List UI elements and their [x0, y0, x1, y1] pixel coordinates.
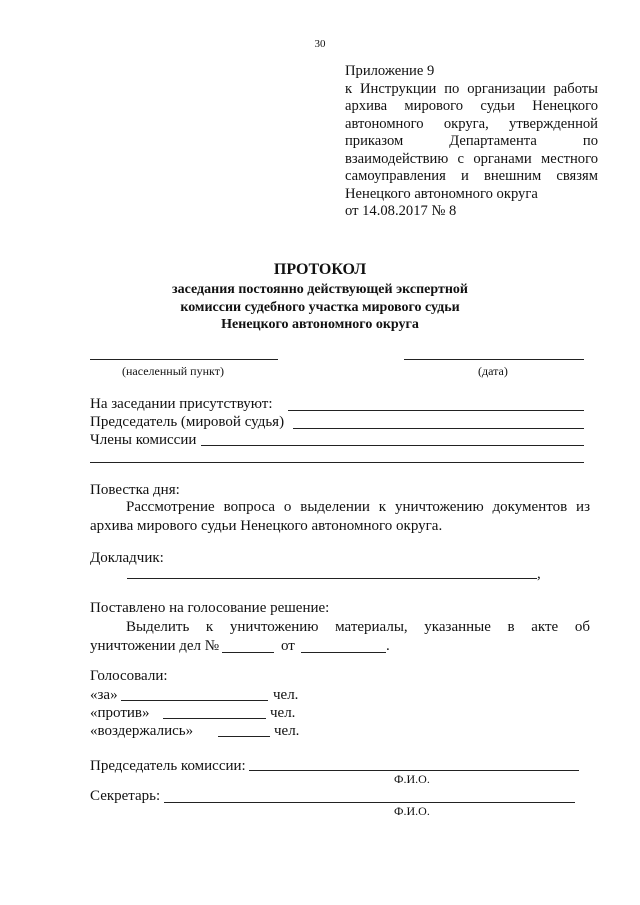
chair-label: Председатель (мировой судья): [90, 414, 285, 430]
annex-line: самоуправления и внешним связям: [345, 168, 598, 184]
vote-against-unit: чел.: [270, 705, 296, 721]
voting-label: Голосовали:: [90, 668, 168, 684]
document-subtitle: [0, 281, 640, 334]
date-caption: (дата): [478, 364, 508, 378]
present-field[interactable]: [288, 410, 584, 411]
annex-line: от 14.08.2017 № 8: [345, 203, 457, 219]
secretary-fio-caption: Ф.И.О.: [394, 804, 430, 818]
members-field-extra[interactable]: [90, 462, 584, 463]
case-date-period: .: [386, 638, 390, 654]
annex-line: взаимодействию с органами местного: [345, 150, 598, 167]
annex-line: к Инструкции по организации работы: [345, 80, 598, 97]
vote-for-label: «за»: [90, 687, 118, 703]
place-field[interactable]: [90, 359, 278, 360]
vote-against-label: «против»: [90, 705, 150, 721]
case-number-field[interactable]: [222, 652, 274, 653]
chair-fio-caption: Ф.И.О.: [394, 772, 430, 786]
annex-line: автономного округа, утвержденной: [345, 115, 598, 132]
secretary-signature-label: Секретарь:: [90, 788, 161, 804]
speaker-field[interactable]: [127, 578, 537, 579]
page-number: 30: [314, 38, 326, 50]
speaker-field-comma: ,: [537, 566, 541, 582]
vote-for-field[interactable]: [121, 700, 268, 701]
place-caption: (населенный пункт): [122, 364, 224, 378]
chair-signature-label: Председатель комиссии:: [90, 758, 246, 774]
agenda-line: архива мирового судьи Ненецкого автономного округа.: [90, 518, 443, 534]
decision-text: [90, 618, 590, 637]
document-title: ПРОТОКОЛ: [273, 261, 367, 278]
decision-label: Поставлено на голосование решение:: [90, 600, 330, 616]
annex-header: [345, 63, 598, 221]
present-label: На заседании присутствуют:: [90, 396, 273, 412]
subtitle-line: заседания постоянно действующей экспертной: [172, 282, 468, 297]
annex-line: приказом Департамента по: [345, 133, 598, 149]
case-date-label: от: [281, 638, 295, 654]
subtitle-line: Ненецкого автономного округа: [221, 317, 419, 332]
agenda-line: Рассмотрение вопроса о выделении к уничтожению документов из: [126, 499, 590, 515]
annex-line: Приложение 9: [345, 63, 435, 79]
members-label: Члены комиссии: [90, 432, 197, 448]
vote-abstain-unit: чел.: [274, 723, 300, 739]
date-field[interactable]: [404, 359, 584, 360]
subtitle-line: комиссии судебного участка мирового судьи: [180, 299, 460, 315]
members-field[interactable]: [201, 445, 584, 446]
annex-line: архива мирового судьи Ненецкого: [345, 98, 598, 114]
secretary-signature-field[interactable]: [164, 802, 575, 803]
vote-against-field[interactable]: [163, 718, 266, 719]
vote-abstain-label: «воздержались»: [90, 723, 194, 739]
case-number-label: уничтожении дел №: [90, 638, 220, 654]
vote-abstain-field[interactable]: [218, 736, 270, 737]
annex-line: Ненецкого автономного округа: [345, 185, 538, 202]
case-date-field[interactable]: [301, 652, 386, 653]
agenda-label: Повестка дня:: [90, 482, 180, 498]
agenda-text: [90, 498, 590, 536]
vote-for-unit: чел.: [273, 687, 299, 703]
chair-field[interactable]: [293, 428, 584, 429]
speaker-label: Докладчик:: [90, 550, 164, 566]
chair-signature-field[interactable]: [249, 770, 579, 771]
decision-line: Выделить к уничтожению материалы, указанные в акте об: [126, 619, 590, 635]
